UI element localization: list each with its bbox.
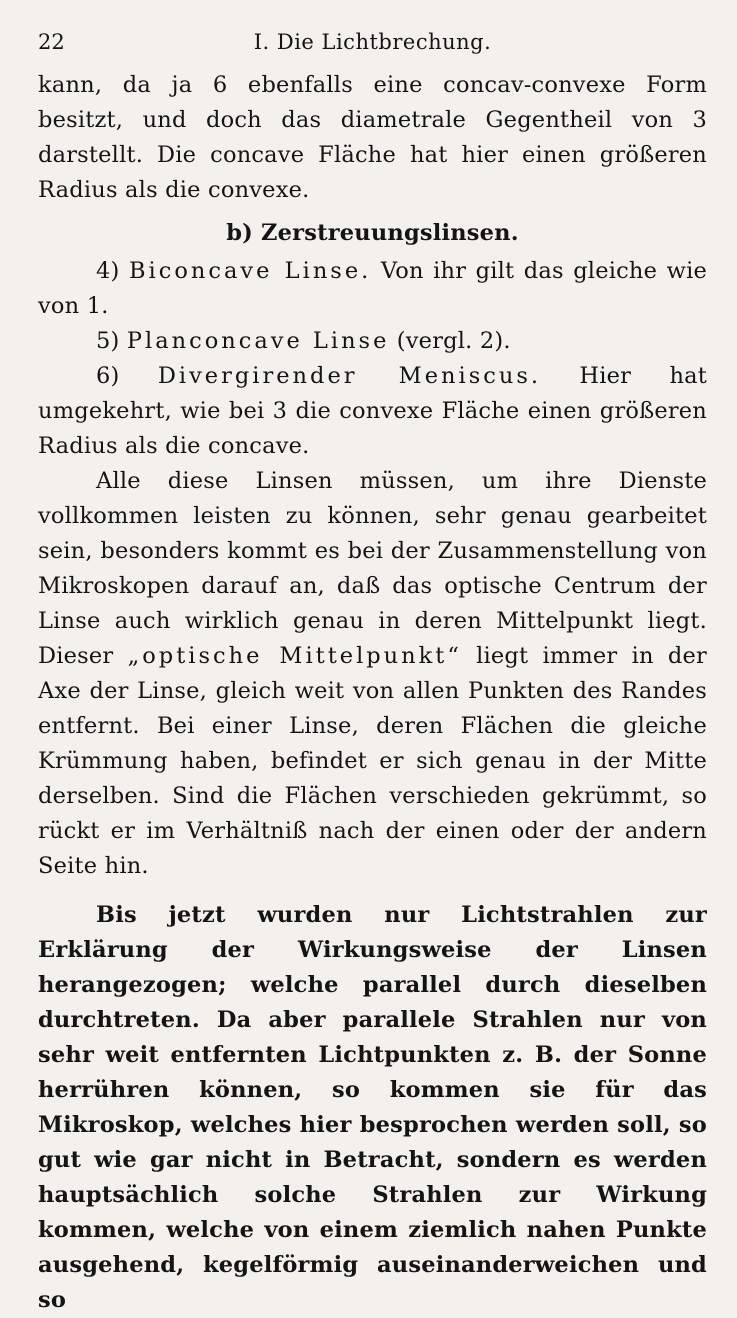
section-label: b) [226,220,253,246]
item-name: Divergirender Meniscus. [157,363,542,389]
item-text: (vergl. 2). [396,328,511,354]
emphasized-term: „optische Mittelpunkt“ [127,643,462,669]
lens-item-biconcave [38,254,707,324]
body-text [38,68,707,1318]
item-name: Planconcave Linse [126,328,390,354]
paragraph-text: Bis jetzt wurden nur Lichtstrahlen zur Erklärung der Wirkungsweise der Linsen herangezogen; welche parallel durch dieselben durchtreten. Da aber parallele Strahlen nur von sehr weit entfernten Lichtpunkten z. B. der Sonne herrühren können, so kommen sie für das Mikroskop, welches hier besprochen werden soll, so gut wie gar nicht in Betracht, sondern es werden hauptsächlich solche Strahlen zur Wirkung kommen, welche von einem ziemlich nahen Punkte ausgehend, kegelförmig auseinanderweichen und so [38,902,707,1313]
paragraph-continuation [38,68,707,208]
paragraph-gap [38,884,707,898]
paragraph-text: liegt immer in der Axe der Linse, gleich weit von allen Punkten des Randes entfernt. Bei einer Linse, deren Flächen die gleiche Krümmung haben, befindet er sich genau in der Mitte derselben. Sind die Flächen verschieden gekrümmt, so rückt er im Verhältniß nach der einen oder der andern Seite hin. [38,643,707,879]
section-title: Zerstreuungslinsen. [261,220,519,246]
item-name: Biconcave Linse. [128,258,372,284]
lens-item-planconcave [38,324,707,359]
paragraph-lens-precision [38,464,707,884]
paragraph-light-rays [38,898,707,1318]
paragraph-text: Alle diese Linsen müssen, um ihre Dienste vollkommen leisten zu können, sehr genau gearbeitet sein, besonders kommt es bei der Zusammenstellung von Mikroskopen darauf an, daß das optische Centrum der Linse auch wirklich genau in deren Mittelpunkt liegt. Dieser [38,468,707,669]
item-text: Hier hat umgekehrt, wie bei 3 die convexe Fläche einen größeren Radius als die concave. [38,363,707,459]
lens-item-meniscus [38,359,707,464]
running-head [38,24,707,68]
page-number: 22 [38,30,65,54]
item-number: 5) [96,328,120,354]
item-number: 4) [96,258,120,284]
section-heading [38,214,707,252]
chapter-title: I. Die Lichtbrechung. [253,30,492,54]
item-text: Von ihr gilt das gleiche wie von 1. [38,258,707,319]
paragraph-text: kann, da ja 6 ebenfalls eine concav-convexe Form besitzt, und doch das diametrale Gegentheil von 3 darstellt. Die concave Fläche hat hier einen größeren Radius als die convexe. [38,72,707,203]
item-number: 6) [96,363,120,389]
